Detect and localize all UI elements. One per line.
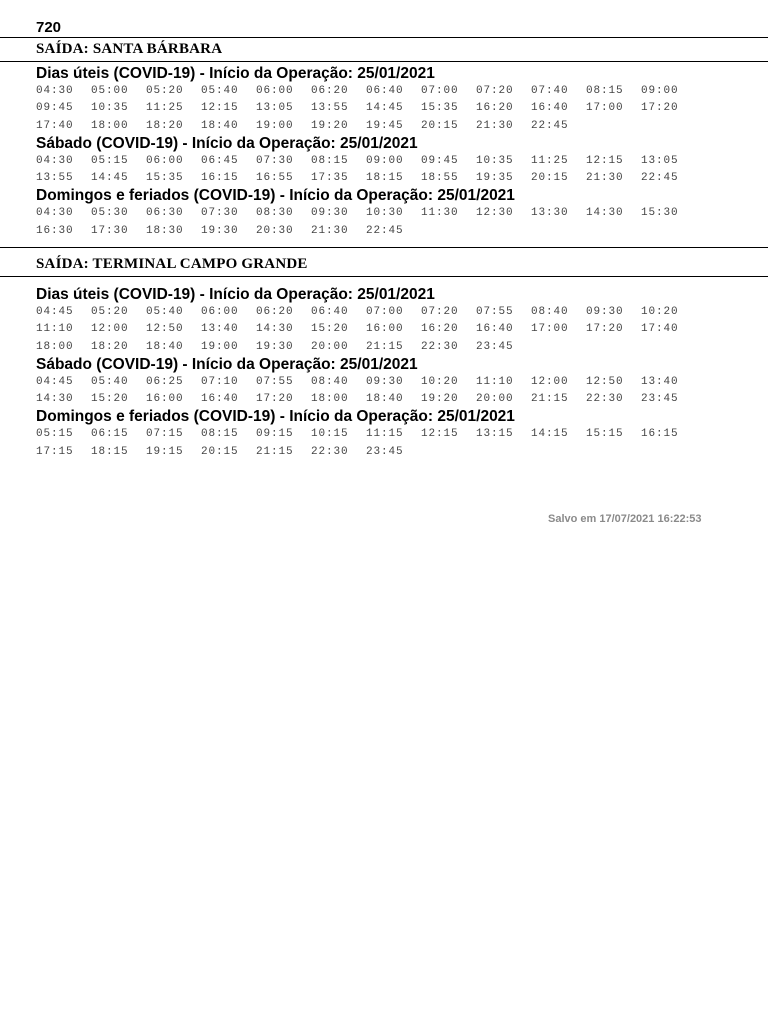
departure-time: 16:40: [201, 393, 239, 406]
departure-time: 11:10: [36, 323, 74, 336]
departure-time: 10:15: [311, 428, 349, 441]
divider: [0, 247, 768, 248]
departure-time: 14:15: [531, 428, 569, 441]
departure-time: 04:30: [36, 207, 74, 220]
departure-time: 18:15: [366, 172, 404, 185]
section-title: SAÍDA: SANTA BÁRBARA: [36, 41, 223, 57]
departure-time: 21:15: [531, 393, 569, 406]
divider: [0, 37, 768, 38]
departure-time: 05:40: [91, 375, 129, 388]
departure-time: 06:00: [256, 85, 294, 97]
departure-time: 15:20: [91, 393, 129, 406]
departure-time: 19:00: [256, 119, 294, 132]
departure-time: 18:55: [421, 172, 459, 185]
departure-time: 13:30: [531, 207, 569, 220]
departure-time: 12:15: [586, 154, 624, 167]
schedule-group-weekdays: [0, 65, 768, 135]
departure-time: 09:15: [256, 428, 294, 441]
departure-time: 11:25: [531, 154, 569, 167]
departure-time: 17:35: [311, 172, 349, 185]
departure-time: 06:40: [311, 306, 349, 318]
divider: [0, 61, 768, 62]
saved-timestamp: Salvo em 17/07/2021 16:22:53: [548, 513, 702, 525]
departure-time: 15:20: [311, 323, 349, 336]
departure-time: 10:35: [476, 154, 514, 167]
departure-time: 08:40: [531, 306, 569, 318]
departure-time: 16:15: [641, 428, 679, 441]
departure-time: 19:30: [201, 224, 239, 237]
departure-time: 17:20: [641, 102, 679, 115]
departure-time: 07:55: [256, 375, 294, 388]
departure-time: 10:30: [366, 207, 404, 220]
departure-time: 07:10: [201, 375, 239, 388]
departure-time: 13:40: [201, 323, 239, 336]
group-heading: Domingos e feriados (COVID-19) - Início da Operação: 25/01/2021: [36, 187, 515, 205]
departure-time: 08:30: [256, 207, 294, 220]
time-list: [0, 374, 736, 409]
departure-time: 06:30: [146, 207, 184, 220]
departure-time: 08:15: [311, 154, 349, 167]
departure-time: 15:30: [641, 207, 679, 220]
departure-time: 23:45: [641, 393, 679, 406]
departure-time: 22:45: [641, 172, 679, 185]
departure-time: 13:55: [36, 172, 74, 185]
departure-time: 04:30: [36, 154, 74, 167]
departure-time: 13:05: [256, 102, 294, 115]
departure-time: 23:45: [476, 340, 514, 353]
departure-time: 06:00: [201, 306, 239, 318]
departure-time: 21:15: [366, 340, 404, 353]
departure-time: 18:00: [91, 119, 129, 132]
route-number: 720: [36, 19, 62, 36]
departure-time: 06:00: [146, 154, 184, 167]
departure-time: 13:05: [641, 154, 679, 167]
schedule-group-saturday: [0, 356, 768, 409]
departure-time: 12:15: [421, 428, 459, 441]
departure-time: 10:20: [421, 375, 459, 388]
departure-time: 14:30: [36, 393, 74, 406]
departure-time: 17:40: [36, 119, 74, 132]
departure-time: 16:00: [366, 323, 404, 336]
group-heading: Sábado (COVID-19) - Início da Operação: 25/01/2021: [36, 355, 418, 373]
departure-time: 05:15: [91, 154, 129, 167]
departure-time: 18:00: [311, 393, 349, 406]
departure-time: 16:40: [531, 102, 569, 115]
departure-time: 13:40: [641, 375, 679, 388]
schedule-section-santa-barbara: [0, 65, 768, 240]
divider: [0, 276, 768, 277]
departure-time: 12:00: [91, 323, 129, 336]
group-heading: Domingos e feriados (COVID-19) - Início da Operação: 25/01/2021: [36, 408, 515, 426]
departure-time: 06:40: [366, 85, 404, 97]
departure-time: 07:55: [476, 306, 514, 318]
departure-time: 20:30: [256, 224, 294, 237]
schedule-group-saturday: [0, 135, 768, 188]
departure-time: 11:25: [146, 102, 184, 115]
departure-time: 10:35: [91, 102, 129, 115]
departure-time: 15:15: [586, 428, 624, 441]
departure-time: 17:00: [586, 102, 624, 115]
departure-time: 22:45: [531, 119, 569, 132]
departure-time: 19:45: [366, 119, 404, 132]
departure-time: 06:25: [146, 375, 184, 388]
departure-time: 17:30: [91, 224, 129, 237]
departure-time: 07:00: [421, 85, 459, 97]
departure-time: 07:20: [476, 85, 514, 97]
departure-time: 08:15: [586, 85, 624, 97]
departure-time: 08:40: [311, 375, 349, 388]
departure-time: 05:00: [91, 85, 129, 97]
departure-time: 20:00: [476, 393, 514, 406]
schedule-group-sundays-holidays: [0, 187, 768, 240]
departure-time: 19:20: [421, 393, 459, 406]
departure-time: 09:00: [366, 154, 404, 167]
departure-time: 16:30: [36, 224, 74, 237]
departure-time: 14:45: [366, 102, 404, 115]
departure-time: 21:30: [476, 119, 514, 132]
group-heading: Dias úteis (COVID-19) - Início da Operação: 25/01/2021: [36, 65, 435, 82]
time-list: [0, 426, 736, 461]
departure-time: 12:15: [201, 102, 239, 115]
departure-time: 20:00: [311, 340, 349, 353]
departure-time: 05:40: [146, 306, 184, 318]
departure-time: 09:45: [421, 154, 459, 167]
departure-time: 09:00: [641, 85, 679, 97]
departure-time: 17:00: [531, 323, 569, 336]
departure-time: 18:40: [146, 340, 184, 353]
departure-time: 12:50: [146, 323, 184, 336]
departure-time: 14:30: [256, 323, 294, 336]
departure-time: 05:15: [36, 428, 74, 441]
departure-time: 06:45: [201, 154, 239, 167]
departure-time: 18:40: [201, 119, 239, 132]
departure-time: 20:15: [201, 445, 239, 458]
departure-time: 05:20: [91, 306, 129, 318]
departure-time: 21:15: [256, 445, 294, 458]
departure-time: 10:20: [641, 306, 679, 318]
departure-time: 09:45: [36, 102, 74, 115]
departure-time: 07:20: [421, 306, 459, 318]
departure-time: 20:15: [531, 172, 569, 185]
departure-time: 16:00: [146, 393, 184, 406]
departure-time: 21:30: [586, 172, 624, 185]
departure-time: 13:15: [476, 428, 514, 441]
departure-time: 14:45: [91, 172, 129, 185]
departure-time: 19:20: [311, 119, 349, 132]
departure-time: 22:30: [586, 393, 624, 406]
time-list: [0, 83, 736, 135]
departure-time: 07:40: [531, 85, 569, 97]
departure-time: 16:15: [201, 172, 239, 185]
departure-time: 17:40: [641, 323, 679, 336]
departure-time: 19:15: [146, 445, 184, 458]
departure-time: 15:35: [421, 102, 459, 115]
departure-time: 14:30: [586, 207, 624, 220]
departure-time: 07:30: [256, 154, 294, 167]
departure-time: 19:30: [256, 340, 294, 353]
departure-time: 16:40: [476, 323, 514, 336]
departure-time: 19:00: [201, 340, 239, 353]
group-heading: Dias úteis (COVID-19) - Início da Operação: 25/01/2021: [36, 286, 435, 303]
departure-time: 11:15: [366, 428, 404, 441]
departure-time: 18:30: [146, 224, 184, 237]
departure-time: 15:35: [146, 172, 184, 185]
departure-time: 06:15: [91, 428, 129, 441]
departure-time: 08:15: [201, 428, 239, 441]
departure-time: 09:30: [586, 306, 624, 318]
departure-time: 20:15: [421, 119, 459, 132]
departure-time: 04:45: [36, 306, 74, 318]
departure-time: 06:20: [311, 85, 349, 97]
departure-time: 18:15: [91, 445, 129, 458]
schedule-group-weekdays: [0, 286, 768, 356]
time-list: [0, 153, 736, 188]
departure-time: 18:20: [146, 119, 184, 132]
departure-time: 07:30: [201, 207, 239, 220]
departure-time: 09:30: [311, 207, 349, 220]
departure-time: 04:30: [36, 85, 74, 97]
departure-time: 05:40: [201, 85, 239, 97]
group-heading: Sábado (COVID-19) - Início da Operação: 25/01/2021: [36, 134, 418, 152]
departure-time: 21:30: [311, 224, 349, 237]
departure-time: 23:45: [366, 445, 404, 458]
departure-time: 12:30: [476, 207, 514, 220]
departure-time: 18:20: [91, 340, 129, 353]
departure-time: 11:10: [476, 375, 514, 388]
departure-time: 18:40: [366, 393, 404, 406]
time-list: [0, 304, 736, 356]
departure-time: 11:30: [421, 207, 459, 220]
departure-time: 22:30: [311, 445, 349, 458]
departure-time: 17:15: [36, 445, 74, 458]
time-list: [0, 205, 736, 240]
departure-time: 19:35: [476, 172, 514, 185]
departure-time: 05:30: [91, 207, 129, 220]
departure-time: 17:20: [586, 323, 624, 336]
departure-time: 04:45: [36, 375, 74, 388]
departure-time: 16:55: [256, 172, 294, 185]
departure-time: 16:20: [421, 323, 459, 336]
departure-time: 07:00: [366, 306, 404, 318]
departure-time: 16:20: [476, 102, 514, 115]
section-title: SAÍDA: TERMINAL CAMPO GRANDE: [36, 256, 308, 272]
departure-time: 12:00: [531, 375, 569, 388]
departure-time: 05:20: [146, 85, 184, 97]
schedule-section-terminal-campo-grande: [0, 286, 768, 461]
departure-time: 09:30: [366, 375, 404, 388]
departure-time: 22:45: [366, 224, 404, 237]
departure-time: 07:15: [146, 428, 184, 441]
schedule-group-sundays-holidays: [0, 408, 768, 461]
departure-time: 17:20: [256, 393, 294, 406]
departure-time: 06:20: [256, 306, 294, 318]
departure-time: 13:55: [311, 102, 349, 115]
departure-time: 22:30: [421, 340, 459, 353]
departure-time: 18:00: [36, 340, 74, 353]
departure-time: 12:50: [586, 375, 624, 388]
